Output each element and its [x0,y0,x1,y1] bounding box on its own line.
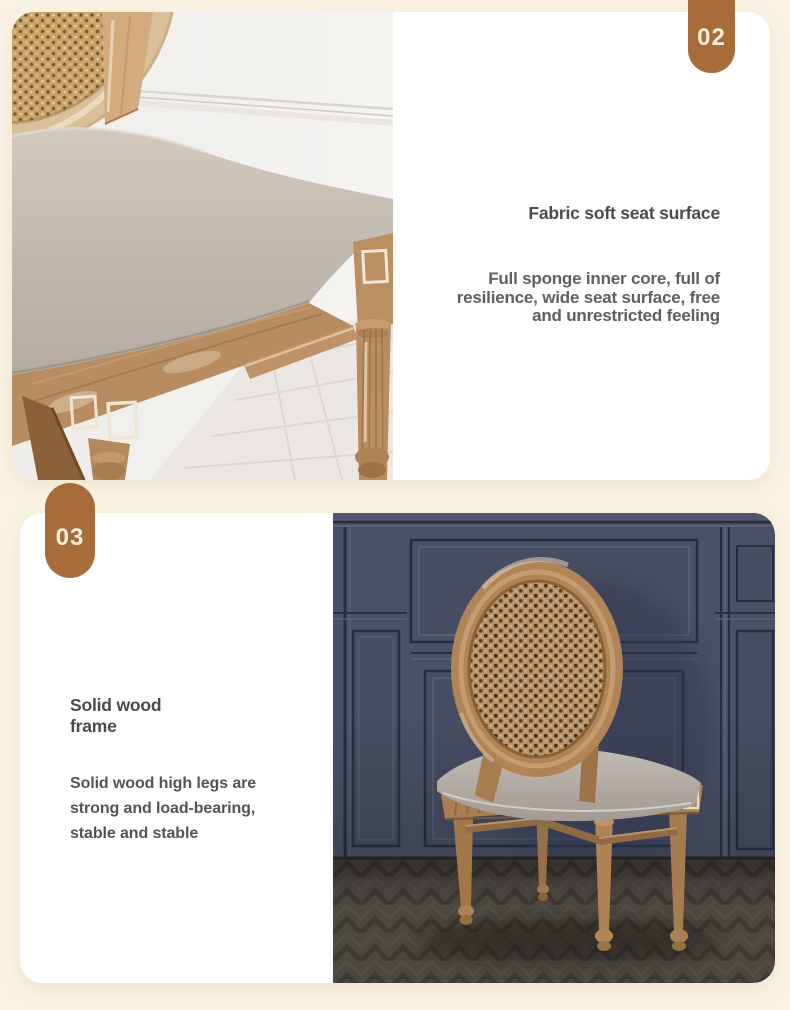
section-03-body [70,771,300,846]
seat-photo-illustration [12,12,393,480]
solid-wood-chair-photo [333,513,775,983]
section-02-body-line: resilience, wide seat surface, free [456,287,720,307]
section-03-body-line: strong and load-bearing, [70,800,256,817]
section-03-body-line: Solid wood high legs are [70,775,257,792]
section-03-heading-line: Solid wood [70,695,162,715]
section-seat-surface-card [12,12,770,480]
section-02-body [390,270,720,326]
section-03-badge-label: 03 [55,523,85,551]
section-03-heading-line: frame [70,716,117,736]
section-02-body-line: and unrestricted feeling [532,306,720,325]
section-02-badge [688,0,735,73]
leg-top-block [353,233,393,329]
section-03-badge [45,483,95,578]
section-02-body-line: Full sponge inner core, full of [488,269,720,288]
section-solid-wood-card [20,513,775,983]
section-02-copy [390,203,720,326]
herringbone-floor [333,858,775,983]
section-02-heading: Fabric soft seat surface [528,203,720,223]
section-02-badge-label: 02 [697,23,726,51]
section-03-body-line: stable and stable [70,825,199,842]
fluted-front-leg [355,318,391,480]
seat-fabric-closeup-photo [12,12,393,480]
section-03-heading [70,695,300,737]
section-03-copy [70,695,300,846]
chair-photo-illustration [333,513,775,983]
